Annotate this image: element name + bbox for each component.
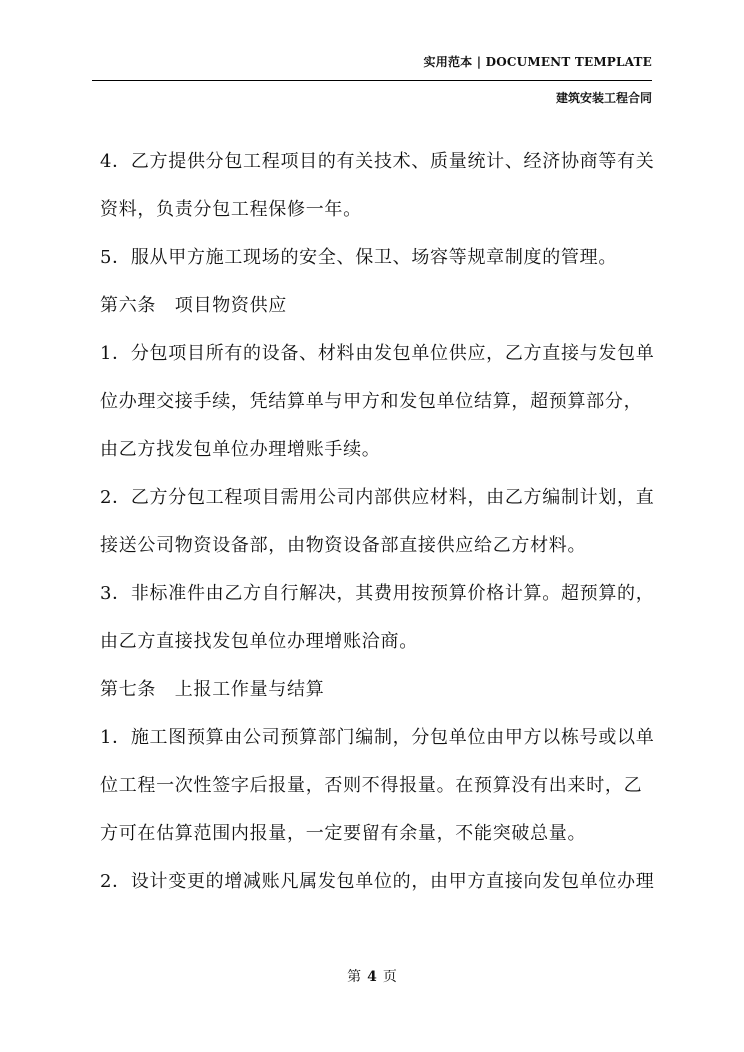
body-line: 资料，负责分包工程保修一年。 xyxy=(100,199,362,220)
body-line: 由乙方找发包单位办理增账手续。 xyxy=(100,439,381,460)
page-suffix: 页 xyxy=(382,969,397,985)
header-subtitle: 建筑安装工程合同 xyxy=(555,91,652,105)
body-line: 位办理交接手续，凭结算单与甲方和发包单位结算，超预算部分， xyxy=(100,391,643,412)
body-line: 2．设计变更的增减账凡属发包单位的，由甲方直接向发包单位办理 xyxy=(100,871,655,892)
page-prefix: 第 xyxy=(347,969,362,985)
article-heading: 第六条 项目物资供应 xyxy=(100,295,287,316)
page-footer xyxy=(0,966,744,986)
body-line: 4．乙方提供分包工程项目的有关技术、质量统计、经济协商等有关 xyxy=(100,151,655,172)
body-line: 位工程一次性签字后报量，否则不得报量。在预算没有出来时，乙 xyxy=(100,775,643,796)
body-line: 接送公司物资设备部，由物资设备部直接供应给乙方材料。 xyxy=(100,535,587,556)
body-line: 1．分包项目所有的设备、材料由发包单位供应，乙方直接与发包单 xyxy=(100,343,655,364)
body-line: 3．非标准件由乙方自行解决，其费用按预算价格计算。超预算的， xyxy=(100,583,655,604)
page-number: 4 xyxy=(367,969,377,985)
header-divider xyxy=(92,80,652,81)
article-heading: 第七条 上报工作量与结算 xyxy=(100,679,325,700)
document-body xyxy=(100,138,660,906)
body-line: 方可在估算范围内报量，一定要留有余量，不能突破总量。 xyxy=(100,823,587,844)
body-line: 由乙方直接找发包单位办理增账洽商。 xyxy=(100,631,418,652)
body-line: 5．服从甲方施工现场的安全、保卫、场容等规章制度的管理。 xyxy=(100,247,618,268)
body-line: 1．施工图预算由公司预算部门编制，分包单位由甲方以栋号或以单 xyxy=(100,727,655,748)
header-title: 实用范本 | DOCUMENT TEMPLATE xyxy=(423,55,652,69)
body-line: 2．乙方分包工程项目需用公司内部供应材料，由乙方编制计划，直 xyxy=(100,487,655,508)
